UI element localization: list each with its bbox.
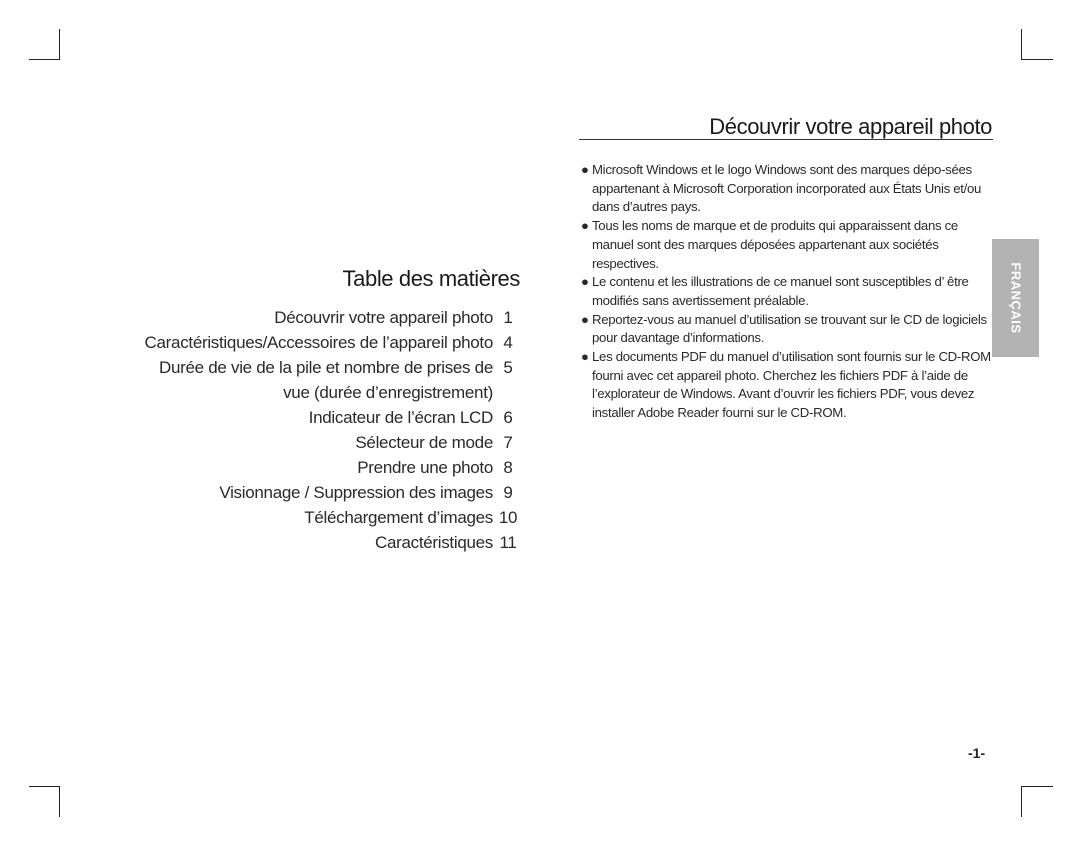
toc-entry-page: 5: [503, 358, 513, 377]
list-item-text: Le contenu et les illustrations de ce manuel sont susceptibles d’ être modifiés sans avertissement préalable.: [592, 274, 969, 308]
toc-entry[interactable]: [103, 330, 523, 355]
toc-list: [103, 305, 523, 555]
toc-entry-continued[interactable]: [103, 380, 523, 405]
list-item: [581, 273, 991, 310]
toc-entry[interactable]: [103, 480, 523, 505]
toc-entry-label: Durée de vie de la pile et nombre de prises de: [159, 358, 493, 377]
toc-title: Table des matières: [342, 266, 520, 291]
crop-mark-top-left-h: [29, 59, 60, 60]
toc-entry-page: 4: [503, 333, 513, 352]
bullet-icon: ●: [581, 311, 589, 327]
crop-mark-top-right-h: [1022, 59, 1053, 60]
language-tab: [992, 239, 1039, 357]
crop-mark-bottom-right-v: [1021, 786, 1022, 817]
toc-entry-label: Prendre une photo: [357, 458, 493, 477]
list-item-text: Tous les noms de marque et de produits qui apparaissent dans ce manuel sont des marques déposées appartenant aux sociétés respectives.: [592, 218, 958, 271]
bullet-icon: ●: [581, 218, 589, 234]
toc-entry-page: 7: [503, 433, 513, 452]
toc-entry-label: Sélecteur de mode: [355, 433, 493, 452]
list-item-text: Microsoft Windows et le logo Windows sont des marques dépo-sées appartenant à Microsoft Corporation incorporated aux États Unis et/ou dans d’autres pays.: [592, 162, 982, 215]
toc-entry-label: Caractéristiques/Accessoires de l’appareil photo: [144, 333, 493, 352]
crop-mark-top-left-v: [59, 29, 60, 60]
toc-entry-label: Téléchargement d’images: [304, 508, 493, 527]
toc-entry[interactable]: [103, 430, 523, 455]
list-item-text: Reportez-vous au manuel d’utilisation se trouvant sur le CD de logiciels pour davantage d’informations.: [592, 311, 987, 346]
crop-mark-bottom-left-h: [29, 786, 60, 787]
crop-mark-bottom-right-h: [1022, 786, 1053, 787]
toc-entry-label: vue (durée d’enregistrement): [283, 383, 493, 402]
toc-entry[interactable]: [103, 530, 523, 555]
toc-entry-page: 6: [503, 408, 513, 427]
toc-entry-page: 10: [498, 508, 518, 527]
toc-entry[interactable]: [103, 405, 523, 430]
notice-list: [581, 161, 991, 423]
title-underline: [579, 139, 993, 140]
bullet-icon: ●: [581, 349, 589, 365]
section-title: Découvrir votre appareil photo: [709, 114, 992, 139]
bullet-icon: ●: [581, 274, 589, 290]
list-item: [581, 161, 991, 217]
list-item: [581, 311, 991, 348]
page-number: -1-: [968, 745, 986, 761]
bullet-icon: ●: [581, 162, 589, 177]
toc-entry[interactable]: [103, 355, 523, 380]
list-item: [581, 348, 991, 423]
language-tab-label: FRANÇAIS: [1008, 262, 1023, 334]
toc-entry-page: 8: [503, 458, 513, 477]
toc-entry-label: Visionnage / Suppression des images: [219, 483, 493, 502]
toc-entry-label: Découvrir votre appareil photo: [274, 308, 493, 327]
crop-mark-bottom-left-v: [59, 786, 60, 817]
toc-entry-page: 1: [503, 308, 513, 327]
toc-entry-page: 11: [499, 533, 517, 552]
list-item: [581, 217, 991, 273]
toc-entry[interactable]: [103, 455, 523, 480]
toc-entry[interactable]: [103, 305, 523, 330]
toc-entry-label: Caractéristiques: [374, 533, 493, 552]
toc-entry-label: Indicateur de l’écran LCD: [308, 408, 493, 427]
toc-entry[interactable]: [103, 505, 523, 530]
toc-entry-page: 9: [503, 483, 513, 502]
crop-mark-top-right-v: [1021, 29, 1022, 60]
list-item-text: Les documents PDF du manuel d’utilisation sont fournis sur le CD-ROM fourni avec cet appareil photo. Cherchez les fichiers PDF à l’aide de l’explorateur de Windows. Avant d’ouvrir les fichiers PDF, vous devez installer Adobe Reader fourni sur le CD-ROM.: [592, 349, 991, 421]
